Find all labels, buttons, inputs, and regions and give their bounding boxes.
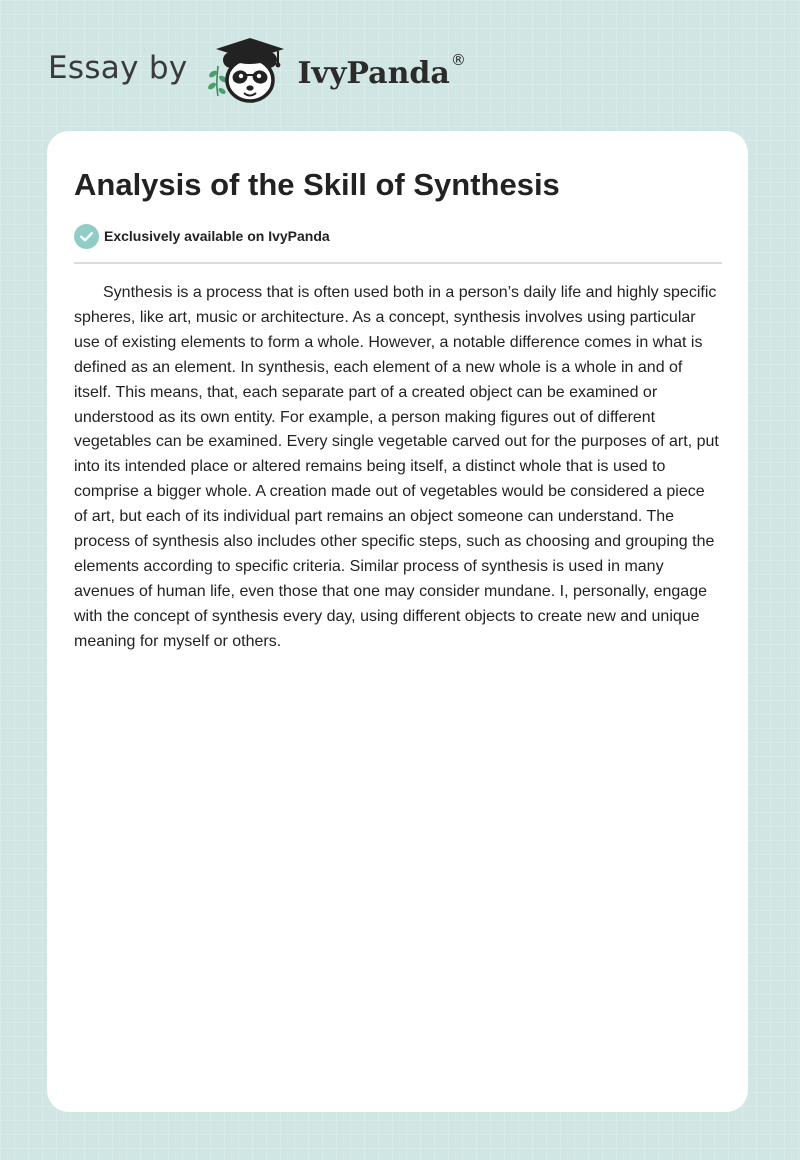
registered-mark: ® [450,51,466,69]
brand-prefix: Essay by [48,50,188,86]
essay-paragraph: Synthesis is a process that is often used both in a person’s daily life and highly specific spheres, like art, music or architecture. As a concept, synthesis involves using particular use of existing elements to form a whole. However, a notable difference comes in what is defined as an element. In synthesis, each element of a new whole is a whole in and of itself. This means, that, each separate part of a created object can be examined or understood as its own entity. For example, a person making figures out of different vegetables can be examined. Every single vegetable carved out for the purposes of art, put into its intended place or altered remains being itself, a distinct whole that is used to comprise a bigger whole. A creation made out of vegetables would be considered a piece of art, but each of its individual part remains an object someone can understand. The process of synthesis also includes other specific steps, such as choosing and grouping the elements according to specific criteria. Similar process of synthesis is used in many avenues of human life, even those that one may consider mundane. I, personally, engage with the concept of synthesis every day, using different objects to create new and unique meaning for myself or others. [74,284,719,650]
panda-logo-icon [204,30,296,110]
essay-card [47,131,748,1112]
exclusive-badge-text: Exclusively available on IvyPanda [104,228,330,244]
check-circle-icon [74,224,99,249]
brand-header[interactable] [48,30,466,110]
essay-title: Analysis of the Skill of Synthesis [74,167,560,202]
leaf-sprig-icon [206,66,227,96]
brand-name: IvyPanda [297,55,450,91]
title-divider [74,262,722,264]
exclusive-badge [74,223,722,249]
